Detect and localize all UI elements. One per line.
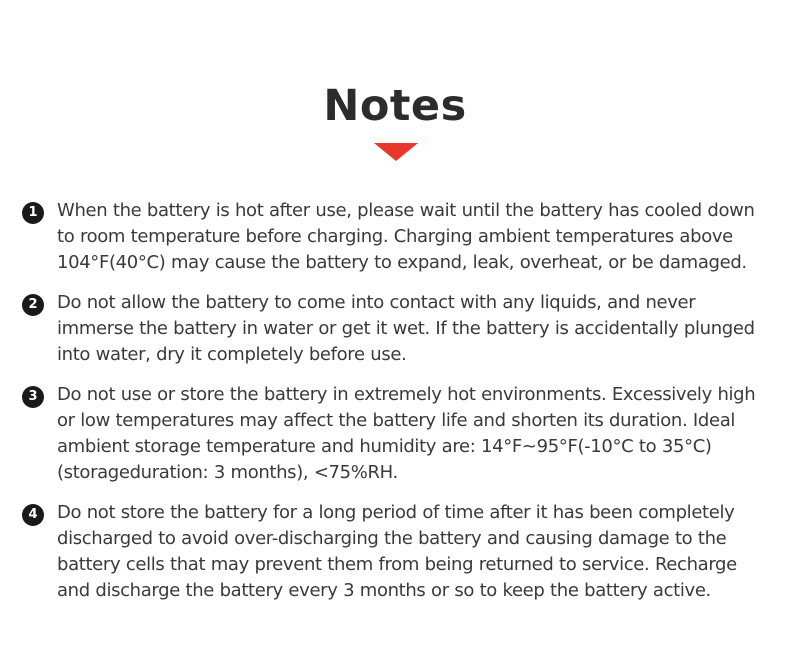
note-text: Do not store the battery for a long period of time after it has been completely discharged to avoid over-discharging the battery and causing damage to the battery cells that may prevent them from being returned to service. Recharge and discharge the battery every 3 months or so to keep the battery active.: [57, 502, 737, 601]
note-text: Do not use or store the battery in extremely hot environments. Excessively high or low temperatures may affect the battery life and shorten its duration. Ideal ambient storage temperature and humidity are: 14°F~95°F(-10°C to 35°C)(storageduration: 3 months), <75%RH.: [57, 384, 756, 483]
number-badge-icon: 1: [22, 202, 44, 224]
note-item-4: [22, 500, 782, 604]
notes-list: [22, 198, 782, 618]
number-badge-icon: 4: [22, 504, 44, 526]
note-item-1: [22, 198, 782, 276]
note-text: When the battery is hot after use, please wait until the battery has cooled down to room temperature before charging. Charging ambient temperatures above 104°F(40°C) may cause the battery to expand, leak, overheat, or be damaged.: [57, 200, 755, 273]
note-item-3: [22, 382, 782, 486]
down-triangle-icon: [374, 143, 418, 161]
note-text: Do not allow the battery to come into contact with any liquids, and never immerse the battery in water or get it wet. If the battery is accidentally plunged into water, dry it completely before use.: [57, 292, 755, 365]
page-title: Notes: [323, 81, 467, 131]
number-badge-icon: 3: [22, 386, 44, 408]
number-badge-icon: 2: [22, 294, 44, 316]
note-item-2: [22, 290, 782, 368]
